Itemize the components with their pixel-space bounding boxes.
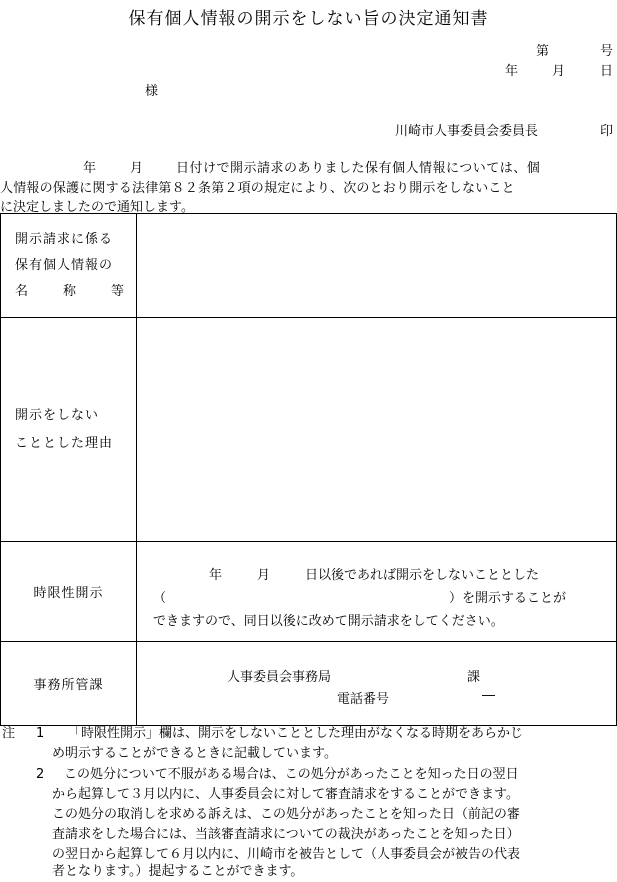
reason-label-line1: 開示をしない [15, 407, 100, 423]
office-label-cell [1, 642, 137, 726]
item-name-label-sho: 称 [62, 283, 77, 299]
addressee-suffix: 様 [145, 84, 159, 99]
table-row [1, 214, 617, 318]
date-day-label: 日 [600, 64, 614, 79]
note-2-number: 2 [36, 767, 45, 782]
notes-heading: 注 [2, 726, 16, 741]
reason-value-cell[interactable] [137, 318, 617, 542]
office-name: 人事委員会事務局 [227, 669, 332, 685]
time-limited-value-cell[interactable] [137, 542, 617, 642]
phone-dash: ― [482, 687, 495, 703]
item-name-label-line2: 保有個人情報の [15, 257, 114, 273]
note-2-line1: この処分について不服がある場合は、この処分があったことを知った日の翌日 [64, 767, 519, 782]
item-name-label-cell [1, 214, 137, 318]
reason-label-cell [1, 318, 137, 542]
time-limited-year-label: 年 [209, 567, 223, 583]
note-1-line1: 「時限性開示」欄は、開示をしないこととした理由がなくなる時期をあらかじ [68, 726, 524, 741]
body-month-label: 月 [130, 161, 144, 176]
reason-label-line2: こととした理由 [15, 435, 114, 451]
time-limited-label-cell [1, 542, 137, 642]
note-2-line4: 査請求をした場合には、当該審査請求についての裁決があったことを知った日） [52, 827, 520, 842]
phone-label: 電話番号 [337, 691, 390, 707]
note-2-line6: 者となります。）提起することができます。 [52, 864, 304, 879]
time-limited-label: 時限性開示 [33, 586, 104, 601]
table-row [1, 642, 617, 726]
number-label-dai: 第 [536, 44, 550, 59]
table-row [1, 318, 617, 542]
date-month-label: 月 [552, 64, 566, 79]
item-name-label-to: 等 [110, 283, 125, 299]
note-2-line3: この処分の取消しを求める訴えは、この処分があったことを知った日（前記の審 [52, 807, 520, 822]
note-1-number: 1 [36, 726, 45, 741]
time-limited-text-1: 日以後であれば開示をしないこととした [305, 567, 540, 583]
note-2-line5: の翌日から起算して６月以内に、川崎市を被告として（人事委員会が被告の代表 [52, 847, 521, 862]
body-year-label: 年 [83, 161, 97, 176]
time-limited-month-label: 月 [257, 567, 271, 583]
time-limited-paren-close: ）を開示することが [449, 590, 567, 606]
time-limited-paren-open: （ [153, 590, 167, 606]
time-limited-text-3: できますので、同日以後に改めて開示請求をしてください。 [153, 613, 504, 629]
number-label-go: 号 [600, 44, 614, 59]
body-line-3: に決定しましたので通知します。 [0, 200, 194, 215]
office-label: 事務所管課 [33, 678, 104, 693]
note-1-line2: め明示することができるときに記載しています。 [52, 746, 337, 761]
date-year-label: 年 [505, 64, 519, 79]
body-line-1: 日付けで開示請求のありました保有個人情報については、個 [176, 161, 541, 176]
item-name-label-line1: 開示請求に係る [15, 231, 114, 247]
item-name-value-cell[interactable] [137, 214, 617, 318]
page-title: 保有個人情報の開示をしない旨の決定通知書 [128, 9, 489, 29]
body-line-2: 人情報の保護に関する法律第８２条第２項の規定により、次のとおり開示をしないこと [0, 181, 515, 196]
item-name-label-na: 名 [15, 283, 30, 299]
office-ka-label: 課 [467, 669, 481, 685]
issuer-name: 川崎市人事委員会委員長 [395, 124, 539, 139]
note-2-line2: から起算して３月以内に、人事委員会に対して審査請求をすることができます。 [52, 787, 519, 802]
table-row [1, 542, 617, 642]
seal-mark: 印 [600, 124, 614, 139]
disclosure-table [0, 213, 617, 726]
office-value-cell[interactable] [137, 642, 617, 726]
